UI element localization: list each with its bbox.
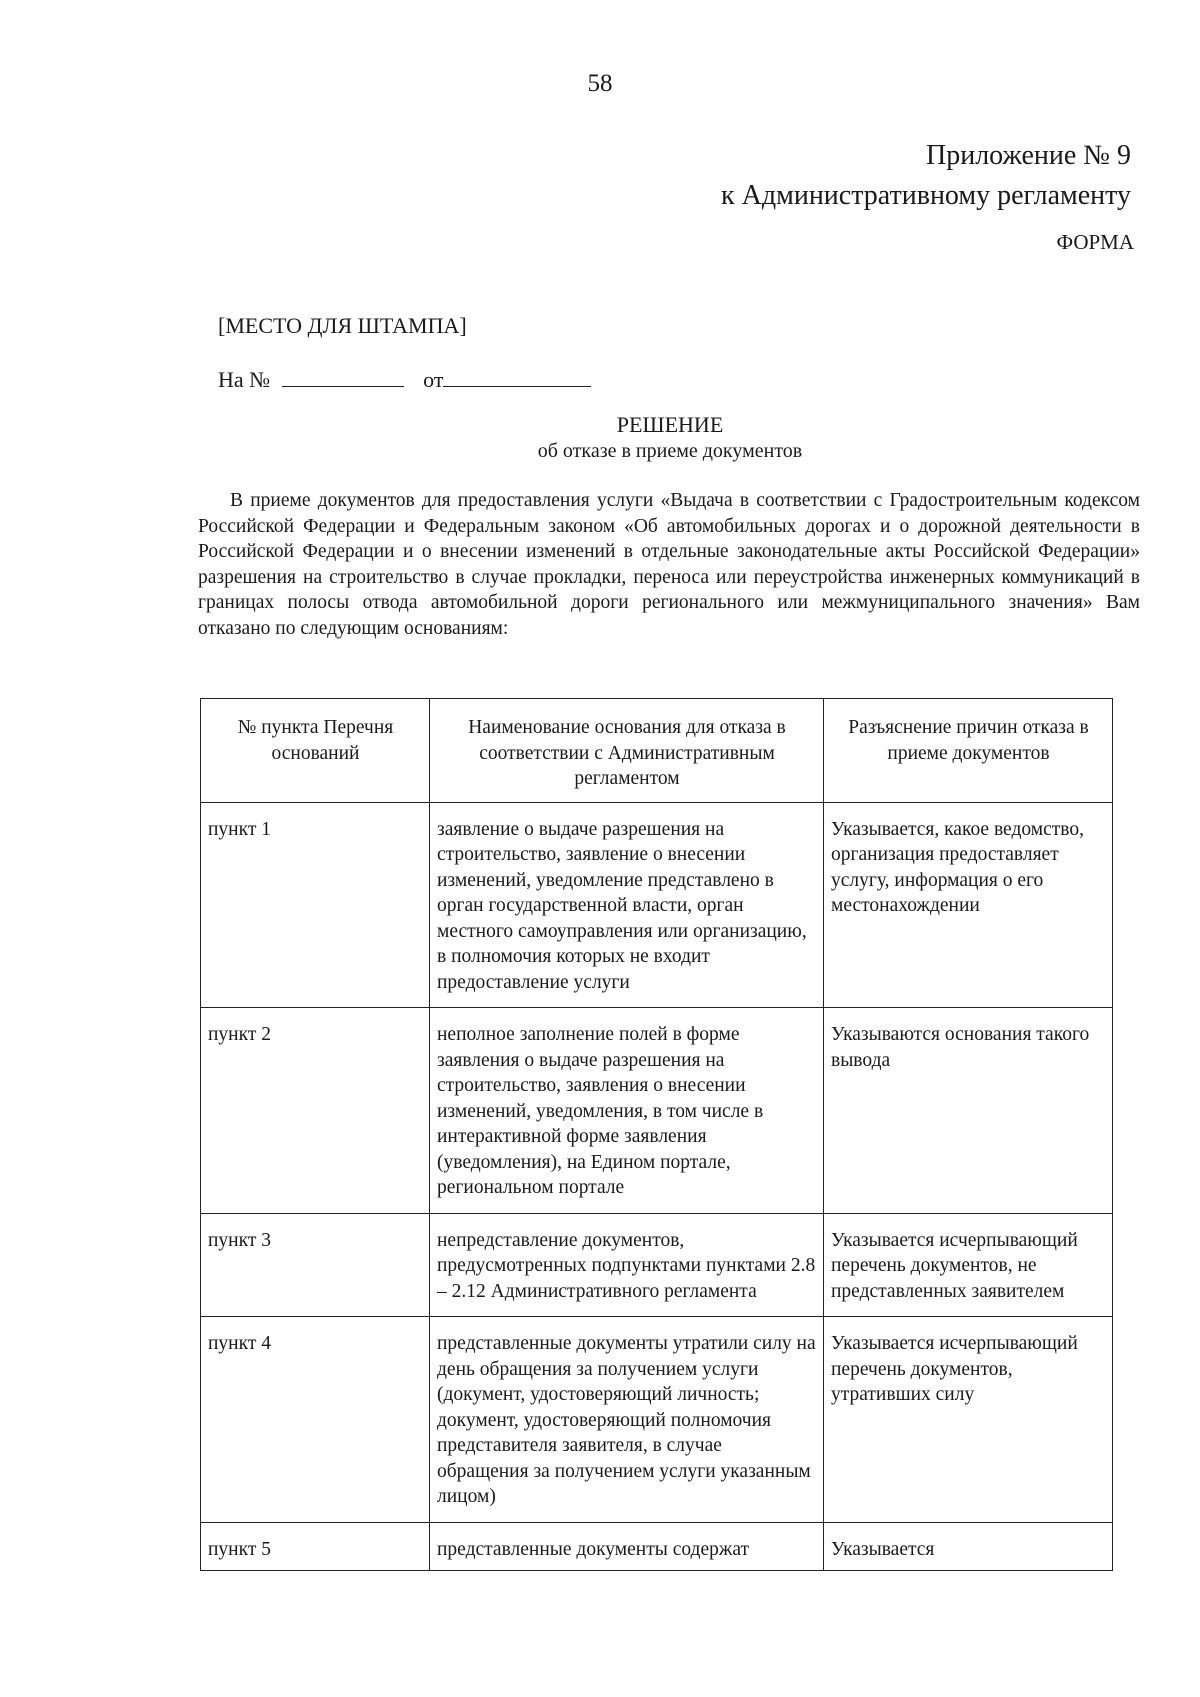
reference-number-label: На № [218,367,271,392]
document-title [450,412,890,464]
row-reason: неполное заполнение полей в форме заявления о выдаче разрешения на строительство, заявления о внесении изменений, уведомления, в том числе в интерактивной форме заявления (уведомления), на Едином портале, региональном портале [430,1008,824,1214]
row-explanation: Указывается [824,1522,1113,1571]
refusal-reasons-table [200,698,1113,1571]
table-row [201,1317,1113,1523]
reference-date-blank [443,366,591,387]
row-item: пункт 4 [201,1317,430,1523]
row-item: пункт 1 [201,802,430,1008]
reference-line [218,366,591,393]
form-label: ФОРМА [1056,230,1134,254]
intro-paragraph: В приеме документов для предоставления услуги «Выдача в соответствии с Градостроительным кодексом Российской Федерации и Федеральным законом «Об автомобильных дорогах и о дорожной деятельности в Российской Федерации и о внесении изменений в отдельные законодательные акты Российской Федерации» разрешения на строительство в случае прокладки, переноса или переустройства инженерных коммуникаций в границах полосы отвода автомобильной дороги регионального или межмуниципального значения» Вам отказано по следующим основаниям: [198,490,1140,639]
row-explanation: Указывается исчерпывающий перечень документов, утративших силу [824,1317,1113,1523]
row-item: пункт 3 [201,1213,430,1317]
table-header-row [201,699,1113,803]
header-item-number: № пункта Перечня оснований [201,699,430,803]
appendix-heading [721,136,1131,216]
title-main: РЕШЕНИЕ [616,412,724,437]
row-item: пункт 5 [201,1522,430,1571]
table-row [201,1213,1113,1317]
row-explanation: Указывается, какое ведомство, организация предоставляет услугу, информация о его местонахождении [824,802,1113,1008]
row-explanation: Указываются основания такого вывода [824,1008,1113,1214]
row-reason: заявление о выдаче разрешения на строительство, заявление о внесении изменений, уведомление представлено в орган государственной власти, орган местного самоуправления или организацию, в полномочия которых не входит предоставление услуги [430,802,824,1008]
table-row [201,1008,1113,1214]
row-explanation: Указывается исчерпывающий перечень документов, не представленных заявителем [824,1213,1113,1317]
row-reason: представленные документы содержат [430,1522,824,1571]
row-reason: представленные документы утратили силу на день обращения за получением услуги (документ, удостоверяющий личность; документ, удостоверяющий полномочия представителя заявителя, в случае обращения за получением услуги указанным лицом) [430,1317,824,1523]
appendix-reference: к Административному регламенту [721,180,1131,211]
header-explanation: Разъяснение причин отказа в приеме документов [824,699,1113,803]
table-row [201,802,1113,1008]
page-number: 58 [587,70,613,97]
header-reason-name: Наименование основания для отказа в соответствии с Административным регламентом [430,699,824,803]
title-sub: об отказе в приеме документов [537,440,803,462]
reference-date-label: от [423,367,444,392]
stamp-placeholder: [МЕСТО ДЛЯ ШТАМПА] [218,313,467,338]
reference-number-blank [282,366,404,387]
table-row [201,1522,1113,1571]
row-reason: непредставление документов, предусмотренных подпунктами пунктами 2.8 – 2.12 Административного регламента [430,1213,824,1317]
row-item: пункт 2 [201,1008,430,1214]
appendix-number: Приложение № 9 [926,140,1131,171]
